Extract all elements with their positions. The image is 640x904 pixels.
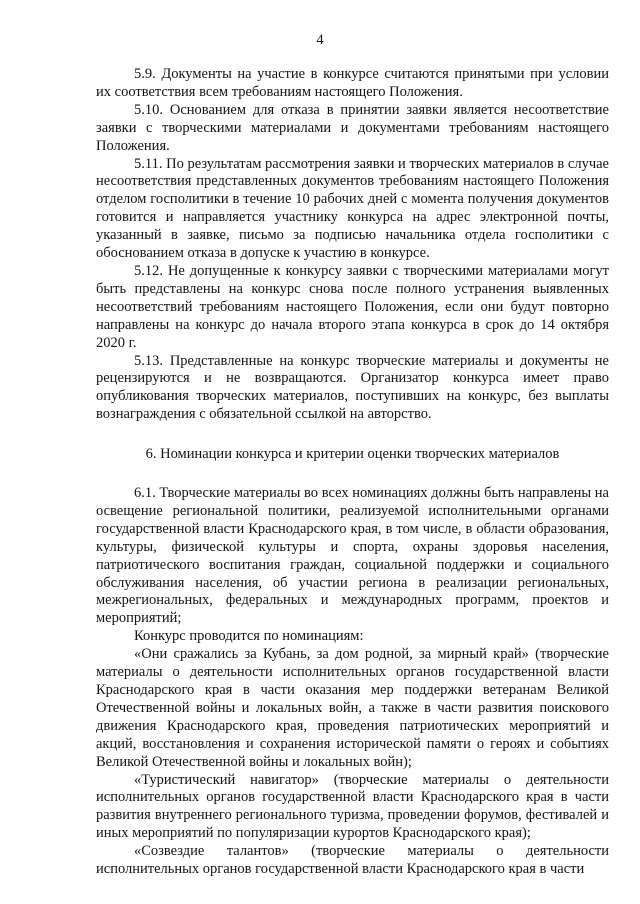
paragraph-5-10: 5.10. Основанием для отказа в принятии заявки является несоответствие заявки с творческими материалами и документами требованиям настоящего Положения. xyxy=(96,101,609,154)
paragraph-6-1: 6.1. Творческие материалы во всех номинациях должны быть направлены на освещение региональной политики, реализуемой исполнительными органами государственной власти Краснодарского края, в том числе, в области образования, культуры, физической культуры и спорта, охраны здоровья населения, патриотического воспитания граждан, социальной поддержки и социального обслуживания населения, об участии региона в реализации региональных, межрегиональных, федеральных и международных программ, проектов и мероприятий; xyxy=(96,485,609,627)
paragraph-nomination-1: «Они сражались за Кубань, за дом родной, за мирный край» (творческие материалы о деятельности исполнительных органов государственной власти Краснодарского края в части оказания мер поддержки ветеранам Великой Отечественной войны и локальных войн, а также в части развития поискового движения Краснодарского края, проведения патриотических мероприятий и акций, восстановления и сохранения исторической памяти о героях и событиях Великой Отечественной войны и локальных войн); xyxy=(96,646,609,770)
paragraph-5-11: 5.11. По результатам рассмотрения заявки и творческих материалов в случае несоответствия представленных документов требованиям настоящего Положения отделом госполитики в течение 10 рабочих дней с момента получения документов готовится и направляется участнику конкурса на адрес электронной почты, указанный в заявке, письмо за подписью начальника отдела госполитики с обоснованием отказа в допуске к участию в конкурсе. xyxy=(96,155,609,262)
paragraph-nomination-3: «Созвездие талантов» (творческие материалы о деятельности исполнительных органов государственной власти Краснодарского края в части xyxy=(96,843,609,878)
paragraph-5-13: 5.13. Представленные на конкурс творческие материалы и документы не рецензируются и не возвращаются. Организатор конкурса имеет право опубликования творческих материалов, поступивших на конкурс, без выплаты вознаграждения с обязательной ссылкой на авторство. xyxy=(96,352,609,423)
page-number: 4 xyxy=(316,32,324,48)
paragraph-5-12: 5.12. Не допущенные к конкурсу заявки с творческими материалами могут быть представлены на конкурс снова после полного устранения выявленных несоответствий требованиям настоящего Положения, если они будут повторно направлены на конкурс до начала второго этапа конкурса в срок до 14 октября 2020 г. xyxy=(96,262,609,351)
paragraph-5-9: 5.9. Документы на участие в конкурсе считаются принятыми при условии их соответствия всем требованиям настоящего Положения. xyxy=(96,66,609,100)
section-heading: 6. Номинации конкурса и критерии оценки творческих материалов xyxy=(145,446,560,463)
paragraph-nominations-intro: Конкурс проводится по номинациям: xyxy=(134,628,364,645)
document-body xyxy=(96,66,609,879)
paragraph-nomination-2: «Туристический навигатор» (творческие материалы о деятельности исполнительных органов государственной власти Краснодарского края в части развития внутреннего регионального туризма, проведении форумов, фестивалей и иных мероприятий по популяризации курортов Краснодарского края); xyxy=(96,771,609,842)
